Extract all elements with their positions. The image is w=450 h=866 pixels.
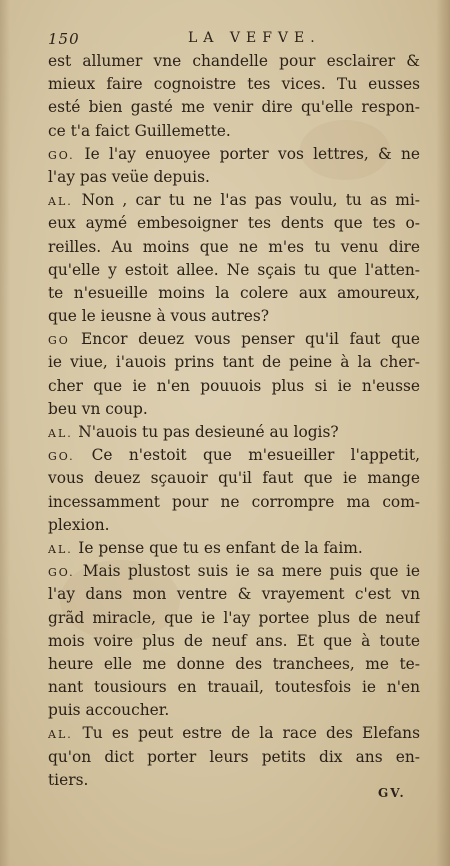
line-text: beu vn coup.: [48, 399, 148, 418]
line-text: que le ieusne à vous autres?: [48, 307, 270, 326]
page-edge-left: [0, 0, 10, 866]
speaker-label: GO.: [48, 148, 85, 162]
speaker-label: AL.: [48, 728, 83, 742]
speaker-label: AL.: [48, 195, 82, 209]
text-line: [48, 653, 420, 676]
text-line: [48, 491, 420, 514]
page-edge-right: [436, 0, 450, 866]
line-text: mieux faire cognoistre tes vices. Tu eusses: [48, 75, 420, 94]
text-line: [48, 583, 420, 606]
line-text: Encor deuez vous penser qu'il faut que: [81, 330, 420, 349]
line-text: Ie l'ay enuoyee porter vos lettres, & ne: [84, 144, 420, 163]
line-text: l'ay pas veüe depuis.: [48, 167, 210, 186]
text-line: [48, 305, 420, 328]
line-text: Ce n'estoit que m'esueiller l'appetit,: [91, 446, 420, 465]
line-text: l'ay dans mon ventre & vrayement c'est vn: [48, 585, 420, 604]
text-line: [48, 143, 420, 166]
text-line: [48, 537, 420, 560]
line-text: mois voire plus de neuf ans. Et que à toute: [48, 631, 420, 650]
text-line: [48, 328, 420, 351]
text-line: [48, 746, 420, 769]
text-line: [48, 607, 420, 630]
speaker-label: GO.: [48, 566, 83, 580]
speaker-label: AL.: [48, 542, 79, 556]
line-text: ce t'a faict Guillemette.: [48, 121, 231, 140]
text-line: [48, 560, 420, 583]
text-line: [48, 676, 420, 699]
line-text: grãd miracle, que ie l'ay portee plus de neuf: [48, 608, 420, 627]
text-line: [48, 96, 420, 119]
line-text: puis accoucher.: [48, 701, 170, 720]
line-text: tiers.: [48, 770, 89, 789]
speaker-label: GO.: [48, 450, 92, 464]
text-line: [48, 120, 420, 143]
text-line: [48, 444, 420, 467]
text-line: [48, 282, 420, 305]
text-line: [48, 73, 420, 96]
text-line: [48, 467, 420, 490]
speaker-label: GO: [48, 334, 82, 348]
text-line: [48, 236, 420, 259]
text-line: [48, 375, 420, 398]
text-line: [48, 421, 420, 444]
line-text: est allumer vne chandelle pour esclairer &: [48, 52, 420, 70]
text-line: [48, 699, 420, 722]
line-text: esté bien gasté me venir dire qu'elle respon-: [48, 98, 420, 117]
signature-mark: GV.: [378, 786, 406, 800]
text-line: [48, 166, 420, 189]
page-number: 150: [48, 30, 80, 48]
line-text: Mais plustost suis ie sa mere puis que ie: [82, 562, 420, 581]
line-text: te n'esueille moins la colere aux amoureux,: [48, 283, 420, 302]
line-text: Ie pense que tu es enfant de la faim.: [78, 538, 363, 557]
line-text: Non , car tu ne l'as pas voulu, tu as mi-: [81, 191, 420, 210]
running-title: LA VEFVE.: [188, 30, 321, 46]
text-line: [48, 212, 420, 235]
text-line: [48, 630, 420, 653]
line-text: heure elle me donne des tranchees, me te-: [48, 654, 420, 673]
line-text: eux aymé embesoigner tes dents que tes o-: [48, 214, 420, 233]
line-text: plexion.: [48, 515, 110, 534]
speaker-label: AL.: [48, 427, 79, 440]
text-line: [48, 189, 420, 212]
line-text: vous deuez sçauoir qu'il faut que ie mange: [48, 469, 420, 488]
text-line: [48, 351, 420, 374]
line-text: N'auois tu pas desieuné au logis?: [78, 423, 339, 441]
text-line: [48, 722, 420, 745]
line-text: Tu es peut estre de la race des Elefans: [82, 724, 420, 743]
text-line: [48, 514, 420, 537]
line-text: cher que ie n'en pouuois plus si ie n'eusse: [48, 376, 420, 395]
line-text: qu'elle y estoit allee. Ne sçais tu que l'atten-: [48, 260, 420, 279]
line-text: ie viue, i'auois prins tant de peine à la cher-: [48, 353, 420, 372]
line-text: nant tousiours en trauail, toutesfois ie n'en: [48, 678, 420, 697]
line-text: incessamment pour ne corrompre ma com-: [48, 492, 420, 511]
line-text: reilles. Au moins que ne m'es tu venu dire: [48, 237, 420, 256]
text-line: [48, 50, 420, 73]
body-text: [48, 50, 420, 792]
text-line: [48, 769, 420, 792]
text-line: [48, 398, 420, 421]
line-text: qu'on dict porter leurs petits dix ans en-: [48, 747, 420, 766]
text-line: [48, 259, 420, 282]
